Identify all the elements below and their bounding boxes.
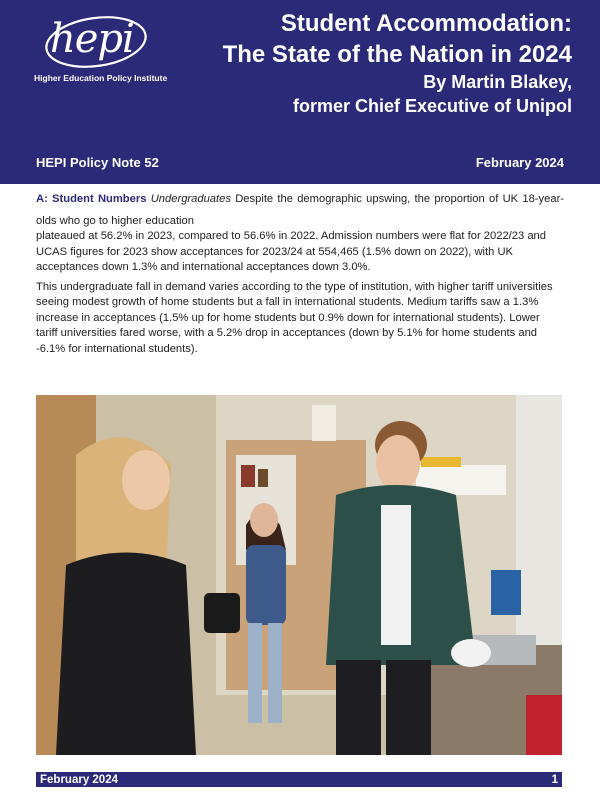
logo-wordmark: hepi [50,16,134,62]
title-line-2: The State of the Nation in 2024 [222,41,572,68]
article-body [36,192,564,357]
title-line-1: Student Accommodation: [280,10,572,37]
org-name: Higher Education Policy Institute [34,73,168,83]
header-banner [0,0,600,184]
paragraph-1-line-1 [36,192,564,208]
students-kitchen-illustration [36,395,562,755]
paragraph-1-line-2: olds who go to higher education [36,214,194,227]
header-date: February 2024 [475,155,564,170]
author-line: By Martin Blakey, [423,72,572,92]
paragraph-1-intro: Despite the demographic upswing, the proportion of UK 18-year- [235,193,565,205]
note-row [36,155,564,170]
cover-photo [36,395,562,755]
paragraph-2: This undergraduate fall in demand varies according to the type of institution, with higher tariff universities seeing modest growth of home students but a fall in international students. Medium tariffs saw a 1.3% increase in acceptances (1.5% up for home students but 0.9% down for international students). Lower tariff universities fared worse, with a 5.2% drop in acceptances (down by 5.1% for home students and -6.1% for international students). [36,280,553,355]
subheading: Undergraduates [150,193,231,205]
author-role: former Chief Executive of Unipol [292,96,572,116]
policy-note-label: HEPI Policy Note 52 [36,155,159,170]
section-heading: A: Student Numbers [36,193,147,205]
footer-date: February 2024 [40,773,118,786]
report-title [172,8,572,118]
footer-bar [36,772,562,787]
page-number: 1 [551,773,558,786]
paragraph-1-rest: plateaued at 56.2% in 2023, compared to 56.6% in 2022. Admission numbers were flat for 2022/23 and UCAS figures for 2023 show acceptances for 2023/24 at 554,465 (1.5% down on 2022), with UK acceptances down 1.3% and international acceptances down 3.0%. [36,230,546,273]
